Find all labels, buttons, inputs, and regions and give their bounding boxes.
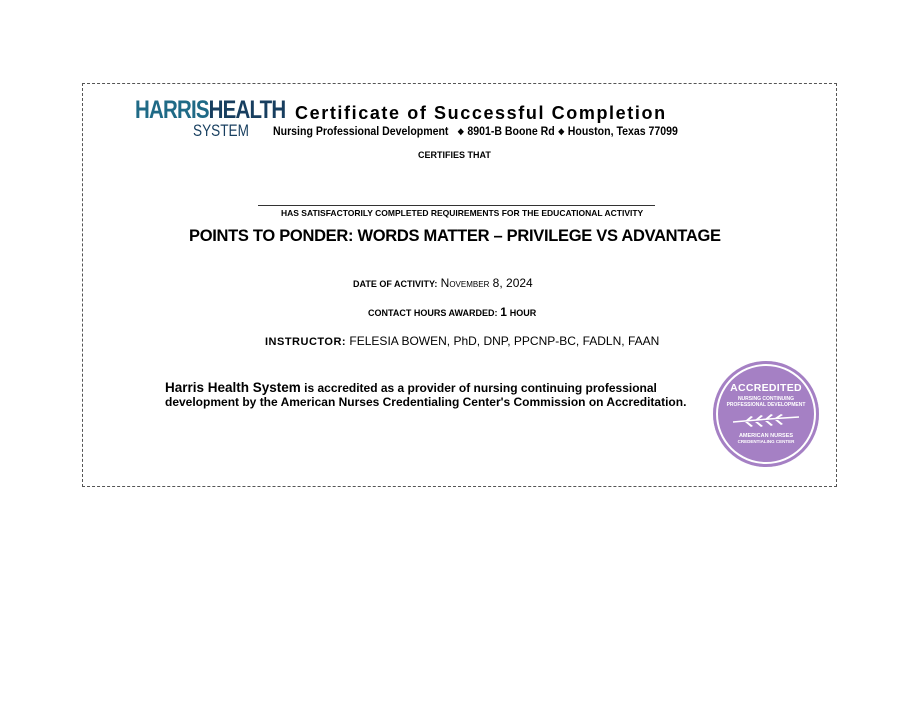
seal-line1: NURSING CONTINUING (737, 396, 795, 402)
instructor (265, 334, 659, 348)
date-of-activity (353, 276, 533, 290)
recipient-name-line (258, 205, 655, 206)
completed-statement: HAS SATISFACTORILY COMPLETED REQUIREMENTS FOR THE EDUCATIONAL ACTIVITY (281, 208, 644, 218)
logo-harris: HARRIS (135, 96, 209, 124)
date-label: DATE OF ACTIVITY: (353, 279, 438, 289)
seal-line2: PROFESSIONAL DEVELOPMENT (726, 402, 806, 408)
separator-icon: ❖ (457, 127, 465, 137)
instructor-label: INSTRUCTOR: (265, 336, 347, 348)
seal-title: ACCREDITED (730, 382, 802, 394)
ancc-accredited-seal (713, 361, 819, 467)
accreditation-org: Harris Health System (165, 380, 301, 395)
certificate-title: Certificate of Successful Completion (295, 103, 667, 123)
certifies-that: CERTIFIES THAT (418, 150, 491, 160)
course-title: POINTS TO PONDER: WORDS MATTER – PRIVILEGE VS ADVANTAGE (189, 227, 721, 245)
laurel-icon (731, 413, 801, 429)
seal-org (713, 433, 819, 445)
seal-line4: CREDENTIALING CENTER (737, 439, 795, 444)
seal-subtitle (713, 396, 819, 408)
accreditation-statement (165, 381, 695, 409)
logo-health: HEALTH (208, 96, 286, 124)
date-value: November 8, 2024 (440, 276, 533, 290)
seal-line3: AMERICAN NURSES (738, 433, 794, 439)
separator-icon: ❖ (557, 127, 565, 137)
logo-system: SYSTEM (193, 121, 249, 140)
street: 8901-B Boone Rd (467, 124, 555, 138)
instructor-name: FELESIA BOWEN, PhD, DNP, PPCNP-BC, FADLN, FAAN (349, 334, 660, 348)
city: Houston, Texas 77099 (567, 124, 678, 138)
address-line (273, 124, 678, 138)
hours-label: CONTACT HOURS AWARDED: (368, 308, 498, 318)
harris-health-logo (135, 98, 285, 123)
accreditation-text: is accredited as a provider of nursing continuing professional development by the American Nurses Credentialing Center's Commission on Accreditation. (165, 381, 687, 409)
department: Nursing Professional Development (273, 124, 449, 138)
hours-unit: HOUR (509, 308, 537, 318)
hours-value: 1 (500, 305, 507, 319)
contact-hours (368, 305, 536, 319)
